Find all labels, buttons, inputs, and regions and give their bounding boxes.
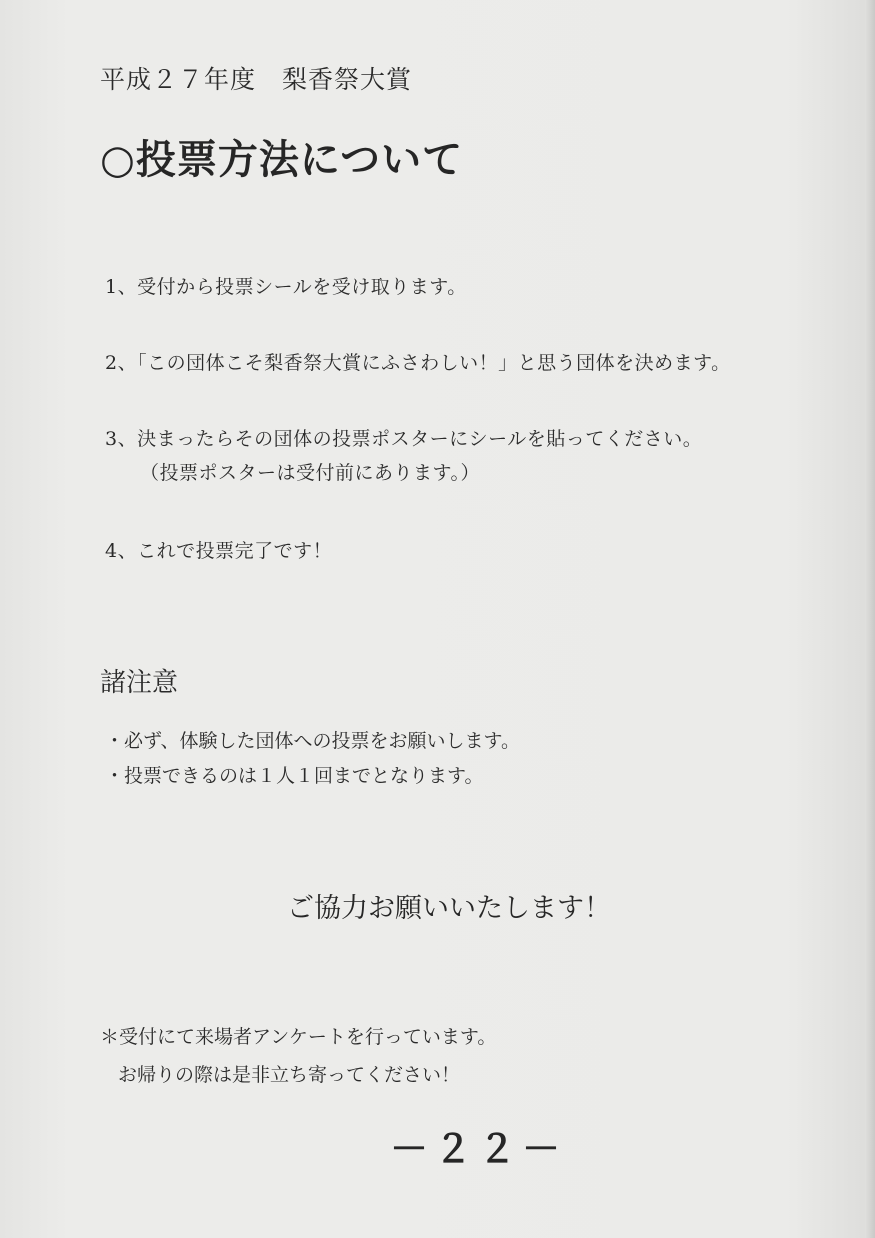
footnote-line-2: お帰りの際は是非立ち寄ってください！ [118, 1064, 461, 1086]
step-3: 3、決まったらその団体の投票ポスターにシールを貼ってください。 [105, 428, 703, 450]
footnote-line-1: ＊受付にて来場者アンケートを行っています。 [100, 1026, 497, 1048]
note-item: ・投票できるのは１人１回までとなります。 [105, 765, 484, 787]
step-2: 2、「この団体こそ梨香祭大賞にふさわしい！」と思う団体を決めます。 [105, 352, 731, 374]
step-1: 1、受付から投票シールを受け取ります。 [105, 276, 467, 298]
page-number: －２２－ [390, 1126, 567, 1171]
page-title: ○投票方法について [100, 137, 464, 183]
step-4: 4、これで投票完了です！ [105, 540, 333, 562]
step-3-note: （投票ポスターは受付前にあります。） [140, 462, 480, 484]
page-edge-shadow [865, 0, 875, 1238]
notes-heading: 諸注意 [100, 668, 179, 698]
event-subtitle: 平成２７年度 梨香祭大賞 [100, 65, 413, 94]
thanks-message: ご協力お願いいたします！ [287, 893, 611, 924]
note-item: ・必ず、体験した団体への投票をお願いします。 [105, 730, 520, 752]
